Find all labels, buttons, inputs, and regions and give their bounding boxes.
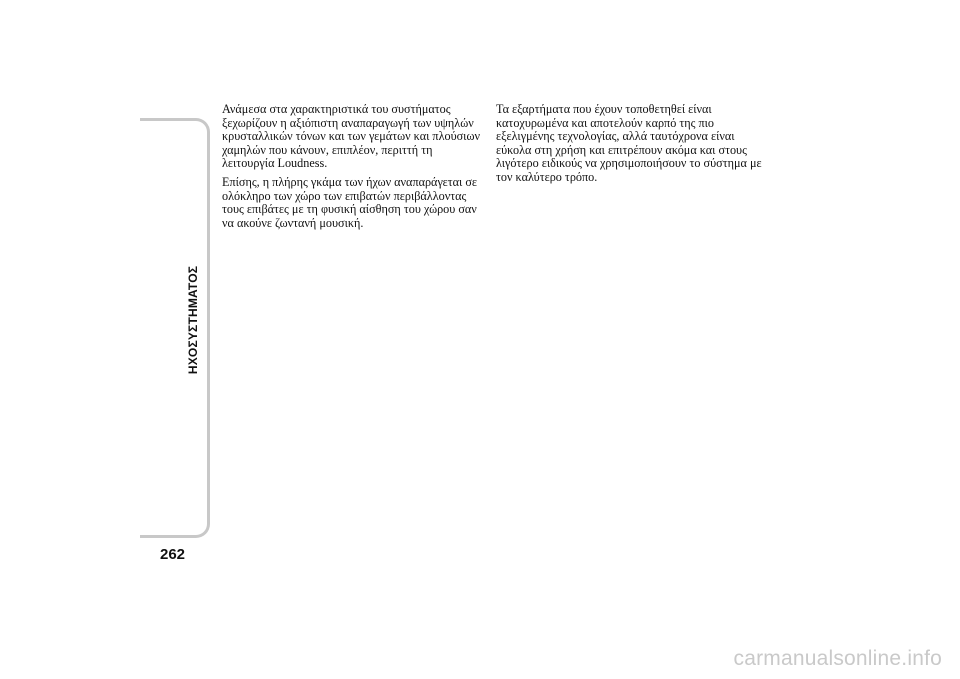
page-number: 262 (160, 546, 186, 563)
section-label: ΗΧΟΣΥΣΤΗΜΑΤΟΣ (186, 265, 200, 375)
right-column (496, 103, 786, 190)
paragraph (222, 103, 492, 171)
paragraph (496, 103, 786, 185)
text-line: κατοχυρωμένα και αποτελούν καρπό της πιο (496, 115, 715, 130)
text-line: τον καλύτερο τρόπο. (496, 169, 598, 184)
text-line: Επίσης, η πλήρης γκάμα των ήχων αναπαράγεται σε (222, 174, 478, 189)
text-line: εξελιγμένης τεχνολογίας, αλλά ταυτόχρονα είναι (496, 129, 735, 144)
text-line: ολόκληρο των χώρο των επιβατών περιβάλλοντας (222, 188, 467, 203)
paragraph (222, 176, 492, 230)
text-line: ξεχωρίζουν η αξιόπιστη αναπαραγωγή των υψηλών (222, 115, 474, 130)
text-line: λιγότερο ειδικούς να χρησιμοποιήσουν το σύστημα με (496, 156, 762, 171)
text-line: Τα εξαρτήματα που έχουν τοποθετηθεί είναι (496, 102, 712, 116)
watermark: carmanualsonline.info (733, 647, 942, 670)
text-line: Ανάμεσα στα χαρακτηριστικά του συστήματος (222, 102, 451, 116)
text-line: τους επιβάτες με τη φυσική αίσθηση του χώρου σαν (222, 202, 477, 217)
text-line: εύκολα στη χρήση και επιτρέπουν ακόμα και στους (496, 142, 747, 157)
text-line: να ακούνε ζωντανή μουσική. (222, 215, 364, 230)
text-line: κρυσταλλικών τόνων και των γεμάτων και πλούσιων (222, 129, 480, 144)
text-line: χαμηλών που κάνουν, επιπλέον, περιττή τη (222, 142, 433, 157)
text-line: λειτουργία Loudness. (222, 156, 328, 171)
left-column (222, 103, 492, 235)
